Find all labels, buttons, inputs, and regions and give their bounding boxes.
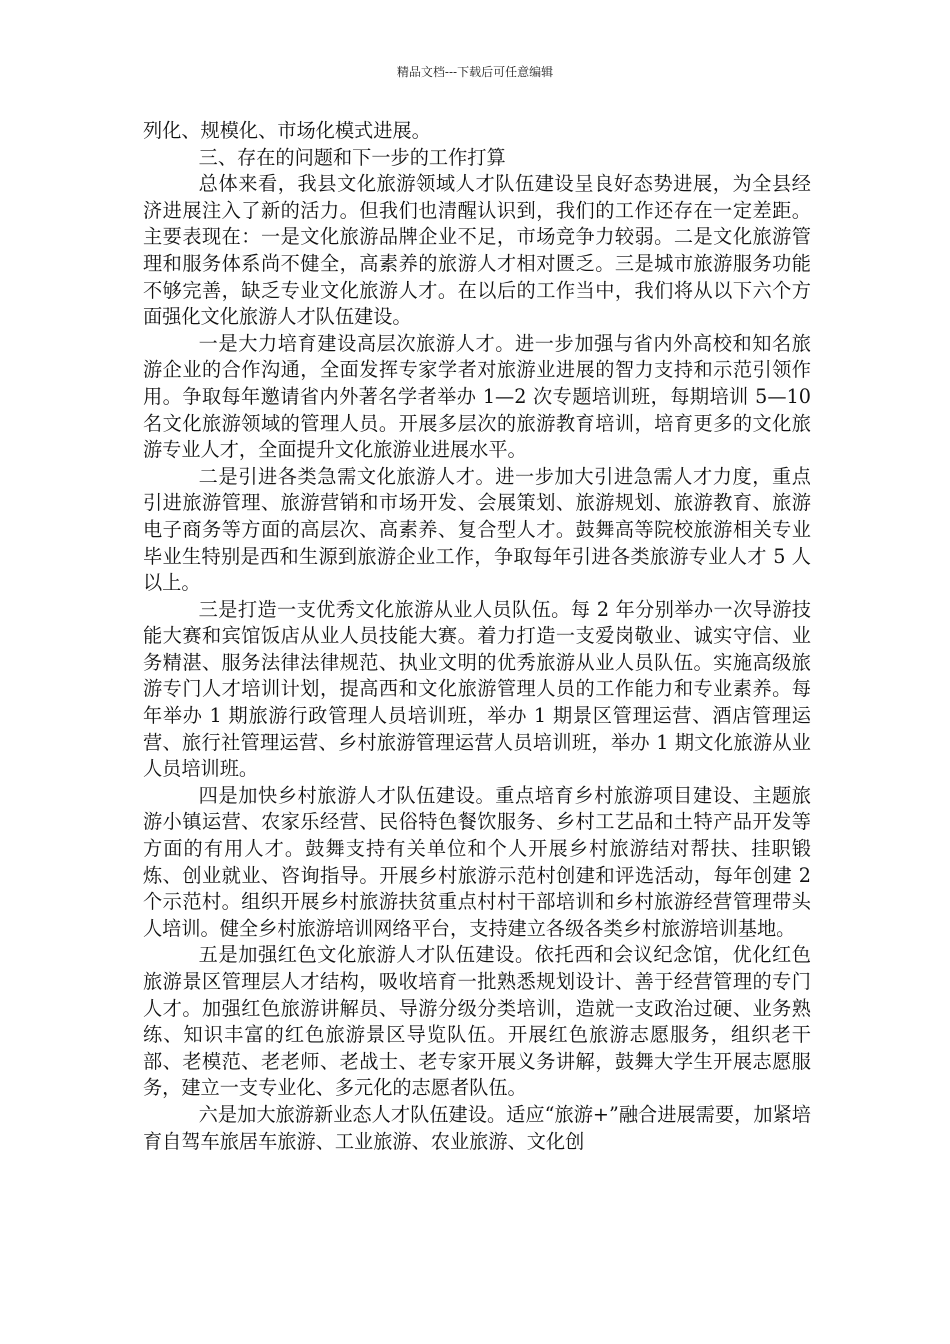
page-header: 精品文档---下载后可任意编辑	[396, 65, 554, 79]
paragraph-continuation: 列化、规模化、市场化模式进展。	[143, 119, 431, 142]
paragraph-item-6: 六是加大旅游新业态人才队伍建设。适应“旅游+”融合进展需要，加紧培育自驾车旅居车旅游、工业旅游、农业旅游、文化创	[143, 1102, 811, 1153]
paragraph-item-4: 四是加快乡村旅游人才队伍建设。重点培育乡村旅游项目建设、主题旅游小镇运营、农家乐经营、民俗特色餐饮服务、乡村工艺品和土特产品开发等方面的有用人才。鼓舞支持有关单位和个人开展乡村旅游结对帮扶、挂职锻炼、创业就业、咨询指导。开展乡村旅游示范村创建和评选活动，每年创建 2 个示范村。组织开展乡村旅游扶贫重点村村干部培训和乡村旅游经营管理带头人培训。健全乡村旅游培训网络平台，支持建立各级各类乡村旅游培训基地。	[143, 783, 811, 940]
paragraph-item-2: 二是引进各类急需文化旅游人才。进一步加大引进急需人才力度，重点引进旅游管理、旅游营销和市场开发、会展策划、旅游规划、旅游教育、旅游电子商务等方面的高层次、高素养、复合型人才。鼓舞高等院校旅游相关专业毕业生特别是西和生源到旅游企业工作，争取每年引进各类旅游专业人才 5 人以上。	[143, 464, 811, 595]
paragraph-summary: 总体来看，我县文化旅游领域人才队伍建设呈良好态势进展，为全县经济进展注入了新的活力。但我们也清醒认识到，我们的工作还存在一定差距。主要表现在：一是文化旅游品牌企业不足，市场竞争力较弱。二是文化旅游管理和服务体系尚不健全，高素养的旅游人才相对匮乏。三是城市旅游服务功能不够完善，缺乏专业文化旅游人才。在以后的工作当中，我们将从以下六个方面强化文化旅游人才队伍建设。	[143, 172, 811, 329]
paragraph-item-3: 三是打造一支优秀文化旅游从业人员队伍。每 2 年分别举办一次导游技能大赛和宾馆饭店从业人员技能大赛。着力打造一支爱岗敬业、诚实守信、业务精湛、服务法律法律规范、执业文明的优秀旅游从业人员队伍。实施高级旅游专门人才培训计划，提高西和文化旅游管理人员的工作能力和专业素养。每年举办 1 期旅游行政管理人员培训班，举办 1 期景区管理运营、酒店管理运营、旅行社管理运营、乡村旅游管理运营人员培训班，举办 1 期文化旅游从业人员培训班。	[143, 597, 811, 781]
paragraph-item-1: 一是大力培育建设高层次旅游人才。进一步加强与省内外高校和知名旅游企业的合作沟通，全面发挥专家学者对旅游业进展的智力支持和示范引领作用。争取每年邀请省内外著名学者举办 1—2 次专题培训班，每期培训 5—10 名文化旅游领域的管理人员。开展多层次的旅游教育培训，培育更多的文化旅游专业人才，全面提升文化旅游业进展水平。	[143, 331, 811, 462]
paragraph-item-5: 五是加强红色文化旅游人才队伍建设。依托西和会议纪念馆，优化红色旅游景区管理层人才结构，吸收培育一批熟悉规划设计、善于经营管理的专门人才。加强红色旅游讲解员、导游分级分类培训，造就一支政治过硬、业务熟练、知识丰富的红色旅游景区导览队伍。开展红色旅游志愿服务，组织老干部、老模范、老老师、老战士、老专家开展义务讲解，鼓舞大学生开展志愿服务，建立一支专业化、多元化的志愿者队伍。	[143, 943, 811, 1100]
section-heading: 三、存在的问题和下一步的工作打算	[198, 145, 506, 169]
document-body	[143, 118, 811, 1155]
